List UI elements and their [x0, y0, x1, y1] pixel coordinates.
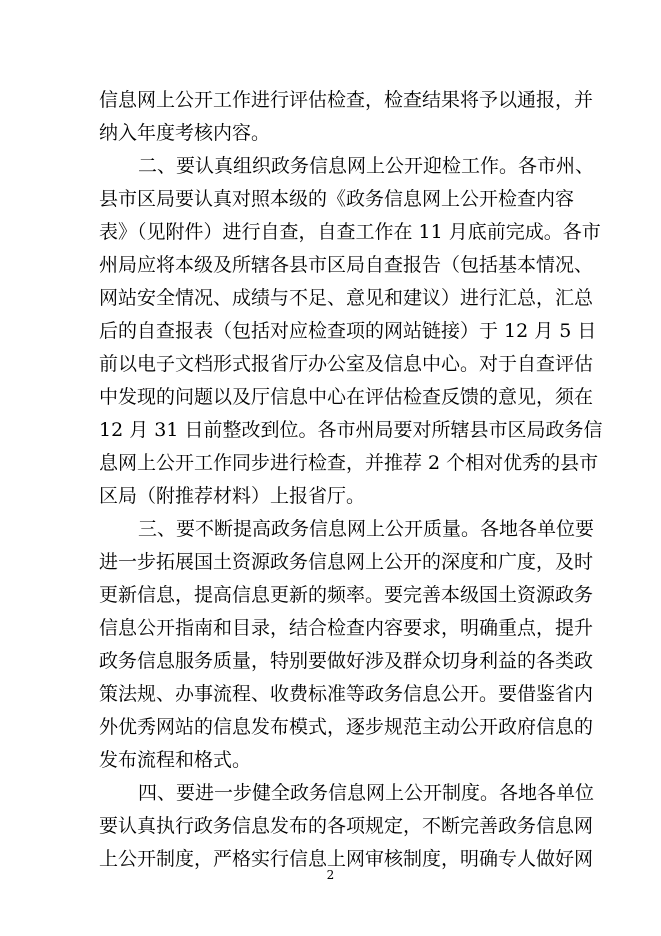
text-line: 政务信息服务质量，特别要做好涉及群众切身利益的各类政	[99, 650, 594, 672]
text-line: 信息公开指南和目录，结合检查内容要求，明确重点，提升	[99, 617, 594, 639]
text-line: 发布流程和格式。	[99, 749, 252, 771]
text-line: 信息网上公开工作进行评估检查，检查结果将予以通报，并	[99, 89, 594, 111]
page-number: 2	[326, 868, 335, 882]
text-line: 州局应将本级及所辖各县市区局自查报告（包括基本情况、	[99, 254, 594, 276]
text-line: 息网上公开工作同步进行检查，并推荐 2 个相对优秀的县市	[99, 452, 599, 474]
text-line: 县市区局要认真对照本级的《政务信息网上公开检查内容	[99, 188, 575, 210]
text-line: 前以电子文档形式报省厅办公室及信息中心。对于自查评估	[99, 353, 594, 375]
text-line: 纳入年度考核内容。	[99, 122, 271, 144]
section-heading-line: 四、要进一步健全政务信息网上公开制度。各地各单位	[138, 782, 595, 804]
text-line: 进一步拓展国土资源政务信息网上公开的深度和广度，及时	[99, 551, 594, 573]
text-line: 网站安全情况、成绩与不足、意见和建议）进行汇总，汇总	[99, 287, 594, 309]
section-heading-line: 二、要认真组织政务信息网上公开迎检工作。各市州、	[138, 155, 595, 177]
section-heading-line: 三、要不断提高政务信息网上公开质量。各地各单位要	[138, 518, 595, 540]
text-line: 表》（见附件）进行自查，自查工作在 11 月底前完成。各市	[99, 221, 601, 243]
text-line: 中发现的问题以及厅信息中心在评估检查反馈的意见，须在	[99, 386, 594, 408]
text-line: 策法规、办事流程、收费标准等政务信息公开。要借鉴省内	[99, 683, 594, 705]
text-line: 12 月 31 日前整改到位。各市州局要对所辖县市区局政务信	[99, 419, 603, 441]
text-line: 后的自查报表（包括对应检查项的网站链接）于 12 月 5 日	[99, 320, 597, 342]
text-line: 更新信息，提高信息更新的频率。要完善本级国土资源政务	[99, 584, 594, 606]
text-line: 上公开制度，严格实行信息上网审核制度，明确专人做好网	[99, 848, 594, 870]
text-line: 要认真执行政务信息发布的各项规定，不断完善政务信息网	[99, 815, 594, 837]
text-line: 外优秀网站的信息发布模式，逐步规范主动公开政府信息的	[99, 716, 594, 738]
text-line: 区局（附推荐材料）上报省厅。	[99, 485, 366, 507]
